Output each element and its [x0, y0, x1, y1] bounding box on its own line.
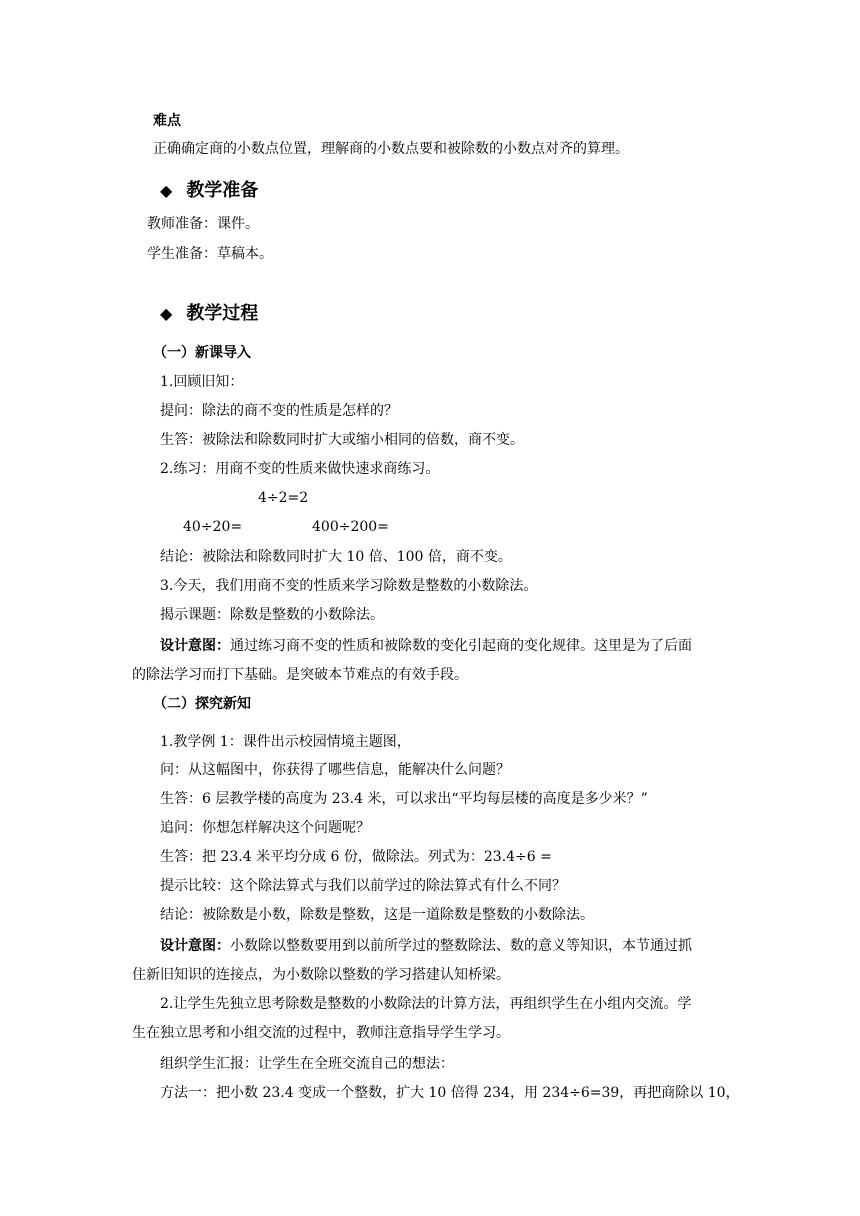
report-line: 组织学生汇报：让学生在全班交流自己的想法： [160, 1056, 454, 1072]
teacher-prep: 教师准备：课件。 [147, 216, 259, 232]
prep-heading-text: 教学准备 [186, 180, 259, 201]
paragraph-2: 2.让学生先独立思考除数是整数的小数除法的计算方法，再组织学生在小组内交流。学 [160, 996, 692, 1012]
part2-line: 问：从这幅图中，你获得了哪些信息，能解决什么问题？ [160, 762, 510, 778]
equation: 40÷20= [183, 519, 243, 535]
paragraph-2-cont: 生在独立思考和小组交流的过程中，教师注意指导学生学习。 [132, 1025, 510, 1041]
part1-heading: （一）新课导入 [153, 345, 251, 361]
part2-line: 结论：被除数是小数，除数是整数，这是一道除数是整数的小数除法。 [160, 907, 594, 923]
design-intent-label: 设计意图： [160, 938, 230, 954]
design-intent-2-cont: 住新旧知识的连接点，为小数除以整数的学习搭建认知桥梁。 [132, 967, 510, 983]
equation: 400÷200= [312, 519, 389, 535]
design-intent-1-cont: 的除法学习而打下基础。是突破本节难点的有效手段。 [132, 667, 468, 683]
diamond-bullet-icon: ◆ [160, 304, 173, 323]
part2-line: 生答：6 层教学楼的高度为 23.4 米，可以求出“平均每层楼的高度是多少米？” [160, 791, 648, 807]
part1-line: 结论：被除法和除数同时扩大 10 倍、100 倍，商不变。 [160, 549, 512, 565]
part1-line: 3.今天，我们用商不变的性质来学习除数是整数的小数除法。 [160, 578, 538, 594]
section-heading-process [160, 303, 258, 325]
equation: 4÷2=2 [258, 490, 309, 506]
part2-line: 提示比较：这个除法算式与我们以前学过的除法算式有什么不同？ [160, 878, 566, 894]
design-intent-label: 设计意图： [160, 638, 230, 654]
difficulty-heading: 难点 [153, 113, 181, 129]
part1-line: 揭示课题：除数是整数的小数除法。 [160, 607, 384, 623]
section-heading-prep [160, 180, 258, 202]
part1-line: 2.练习：用商不变的性质来做快速求商练习。 [160, 461, 440, 477]
student-prep: 学生准备：草稿本。 [147, 246, 273, 262]
part2-line: 追问：你想怎样解决这个问题呢？ [160, 820, 370, 836]
part1-line: 生答：被除法和除数同时扩大或缩小相同的倍数，商不变。 [160, 432, 524, 448]
design-intent-1: 设计意图：通过练习商不变的性质和被除数的变化引起商的变化规律。这里是为了后面 [160, 638, 692, 654]
diamond-bullet-icon: ◆ [160, 181, 173, 200]
method-one: 方法一：把小数 23.4 变成一个整数，扩大 10 倍得 234，用 234÷6=39，再把商除以 10， [160, 1085, 740, 1101]
process-heading-text: 教学过程 [186, 303, 259, 324]
part1-line: 1.回顾旧知： [160, 374, 244, 390]
part2-line: 1.教学例 1：课件出示校园情境主题图， [160, 734, 411, 750]
part1-line: 提问：除法的商不变的性质是怎样的？ [160, 403, 398, 419]
design-intent-2: 设计意图：小数除以整数要用到以前所学过的整数除法、数的意义等知识，本节通过抓 [160, 938, 692, 954]
part2-heading: （二）探究新知 [153, 696, 251, 712]
difficulty-text: 正确确定商的小数点位置，理解商的小数点要和被除数的小数点对齐的算理。 [153, 141, 629, 157]
part2-line: 生答：把 23.4 米平均分成 6 份，做除法。列式为：23.4÷6 = [160, 849, 552, 865]
